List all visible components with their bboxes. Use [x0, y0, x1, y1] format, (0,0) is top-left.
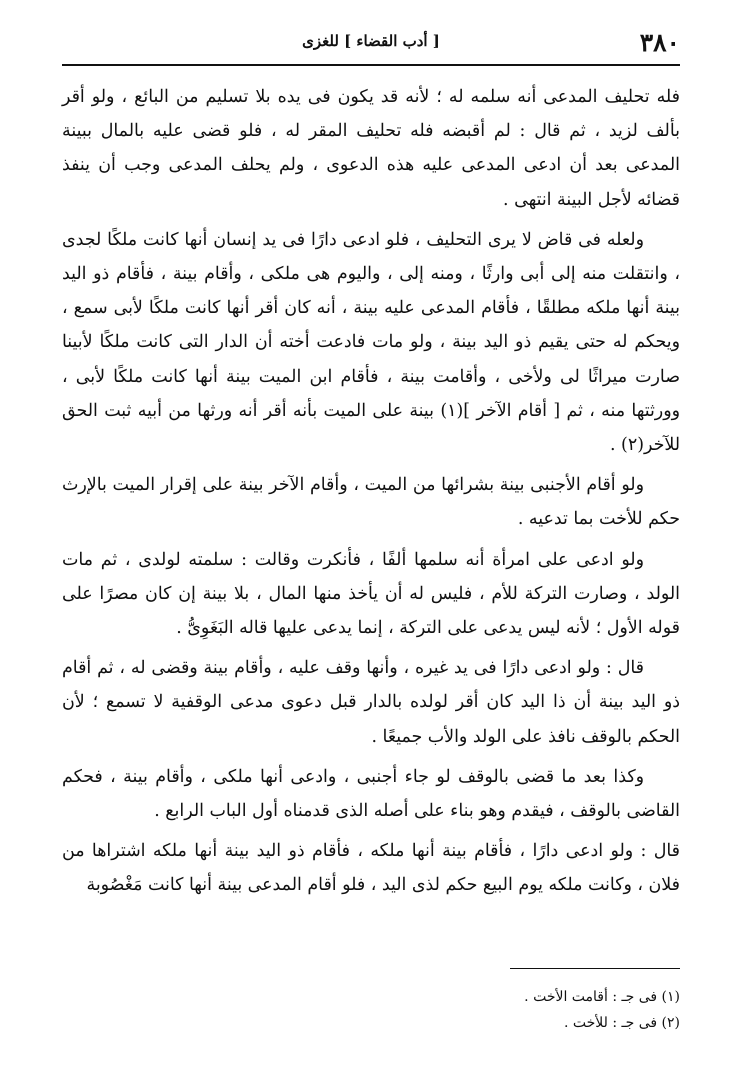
body-text: [62, 80, 680, 909]
footnote: (٢) فى جـ : للأخت .: [563, 1015, 680, 1031]
page-number: ٣٨٠: [639, 28, 680, 57]
running-title: [ أدب القضاء ] للغزى: [302, 32, 440, 50]
footnote: (١) فى جـ : أقامت الأخت .: [524, 989, 680, 1005]
paragraph: وكذا بعد ما قضى بالوقف لو جاء أجنبى ، وادعى أنها ملكى ، وأقام بينة ، فحكم القاضى بالوقف ، فيقدم وهو بناء على أصله الذى قدمناه أول الباب الرابع .: [62, 766, 680, 822]
page-header: [62, 22, 680, 62]
paragraph: ولو أقام الأجنبى بينة بشرائها من الميت ، وأقام الآخر بينة على إقرار الميت بالإرث حكم للأخت بما تدعيه .: [62, 475, 680, 530]
footnote-rule: [510, 968, 680, 969]
paragraph: فله تحليف المدعى أنه سلمه له ؛ لأنه قد يكون فى يده بلا تسليم من البائع ، ولو أقر بألف لزيد ، ثم قال : لم أقبضه فله تحليف المقر له ، فلو قضى عليه بالمال ببينة المدعى بعد أن ادعى المدعى عليه هذه الدعوى ، ولم يحلف المدعى وجب أن ينفذ قضائه لأجل البينة انتهى .: [62, 87, 680, 210]
footnotes: [62, 984, 680, 1036]
header-rule: [62, 64, 680, 66]
paragraph: ولو ادعى على امرأة أنه سلمها ألفًا ، فأنكرت وقالت : سلمته لولدى ، ثم مات الولد ، وصارت التركة للأم ، فليس له أن يأخذ منها المال ، بلا بينة إن كان مصرًا على قوله الأول ؛ لأنه ليس يدعى على التركة ، إنما يدعى عليها قاله البَغَوِىُّ .: [62, 549, 680, 639]
paragraph: ولعله فى قاض لا يرى التحليف ، فلو ادعى دارًا فى يد إنسان أنها كانت ملكًا لجدى ، وانتقلت منه إلى أبى وارثًا ، ومنه إلى ، واليوم هى ملكى ، وأقام بينة ، فأقام ذو اليد بينة أنها ملكه مطلقًا ، فأقام المدعى عليه بينة ، أنه كان أقر أنها كانت ملكًا لأبى سمع ، ويحكم له حتى يقيم ذو اليد بينة ، ولو مات فادعت أخته أن الدار التى كانت ملكًا لأبينا صارت ميراثًا لى ولأخى ، وأقامت بينة ، فأقام ابن الميت بينة أنها كانت ملكًا لأبى ، وورثتها منه ، ثم [ أقام الآخر ](١) بينة على الميت بأنه أقر أنه ورثها من أبيه ثبت الحق للآخر(٢) .: [62, 229, 680, 456]
paragraph: قال : ولو ادعى دارًا فى يد غيره ، وأنها وقف عليه ، وأقام بينة وقضى له ، ثم أقام ذو اليد بينة أن ذا اليد كان أقر لولده بالدار قبل دعوى مدعى الوقفية لا تسمع ؛ لأن الحكم بالوقف نافذ على الولد والأب جميعًا .: [62, 658, 680, 747]
paragraph: قال : ولو ادعى دارًا ، فأقام بينة أنها ملكه ، فأقام ذو اليد بينة أنها ملكه اشتراها من فلان ، وكانت ملكه يوم البيع حكم لذى اليد ، فلو أقام المدعى بينة أنها كانت مَغْصُوبة: [62, 841, 680, 896]
